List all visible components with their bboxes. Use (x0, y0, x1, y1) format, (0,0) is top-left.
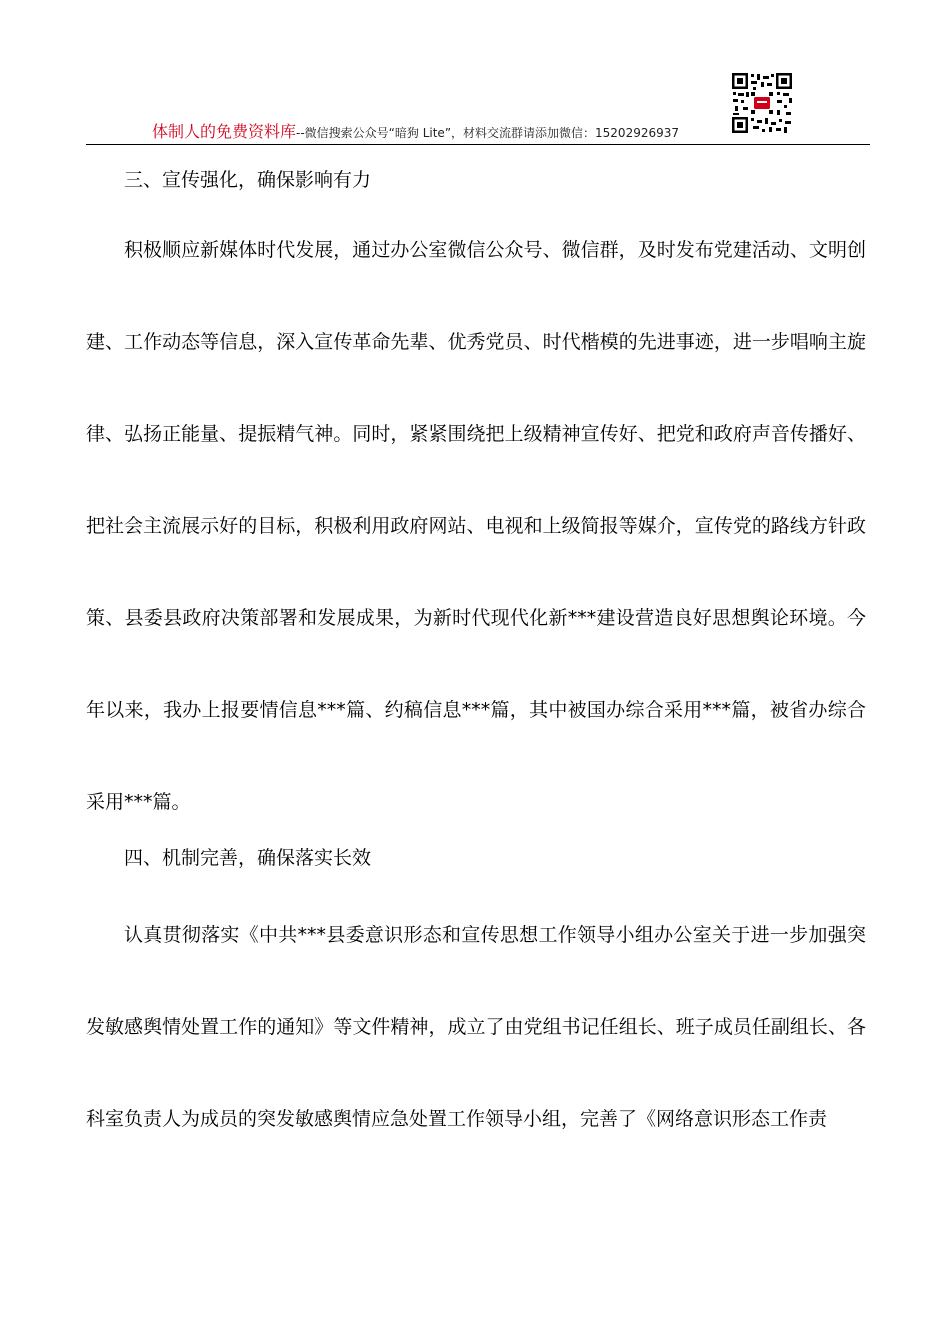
qr-code-icon (731, 72, 793, 134)
section-paragraph: 认真贯彻落实《中共***县委意识形态和宣传思想工作领导小组办公室关于进一步加强突发敏感舆情处置工作的通知》等文件精神，成立了由党组书记任组长、班子成员任副组长、各科室负责人为成员的突发敏感舆情应急处置工作领导小组，完善了《网络意识形态工作责 (86, 924, 866, 1130)
header-divider (86, 144, 870, 145)
section-paragraph: 积极顺应新媒体时代发展，通过办公室微信公众号、微信群，及时发布党建活动、文明创建、工作动态等信息，深入宣传革命先辈、优秀党员、时代楷模的先进事迹，进一步唱响主旋律、弘扬正能量、提振精气神。同时，紧紧围绕把上级精神宣传好、把党和政府声音传播好、把社会主流展示好的目标，积极利用政府网站、电视和上级简报等媒介，宣传党的路线方针政策、县委县政府决策部署和发展成果，为新时代现代化新***建设营造良好思想舆论环境。今年以来，我办上报要情信息***篇、约稿信息***篇，其中被国办综合采用***篇，被省办综合采用***篇。 (86, 239, 866, 813)
header-contact-text: --微信搜索公众号“暗狗 Lite”，材料交流群请添加微信：15202926937 (296, 126, 680, 140)
header-brand-text: 体制人的免费资料库 (152, 122, 297, 141)
header-banner (152, 122, 679, 143)
section-heading: 三、宣传强化，确保影响有力 (124, 169, 372, 191)
section-heading: 四、机制完善，确保落实长效 (124, 847, 372, 869)
document-body (86, 162, 866, 1165)
page-header (86, 72, 870, 146)
